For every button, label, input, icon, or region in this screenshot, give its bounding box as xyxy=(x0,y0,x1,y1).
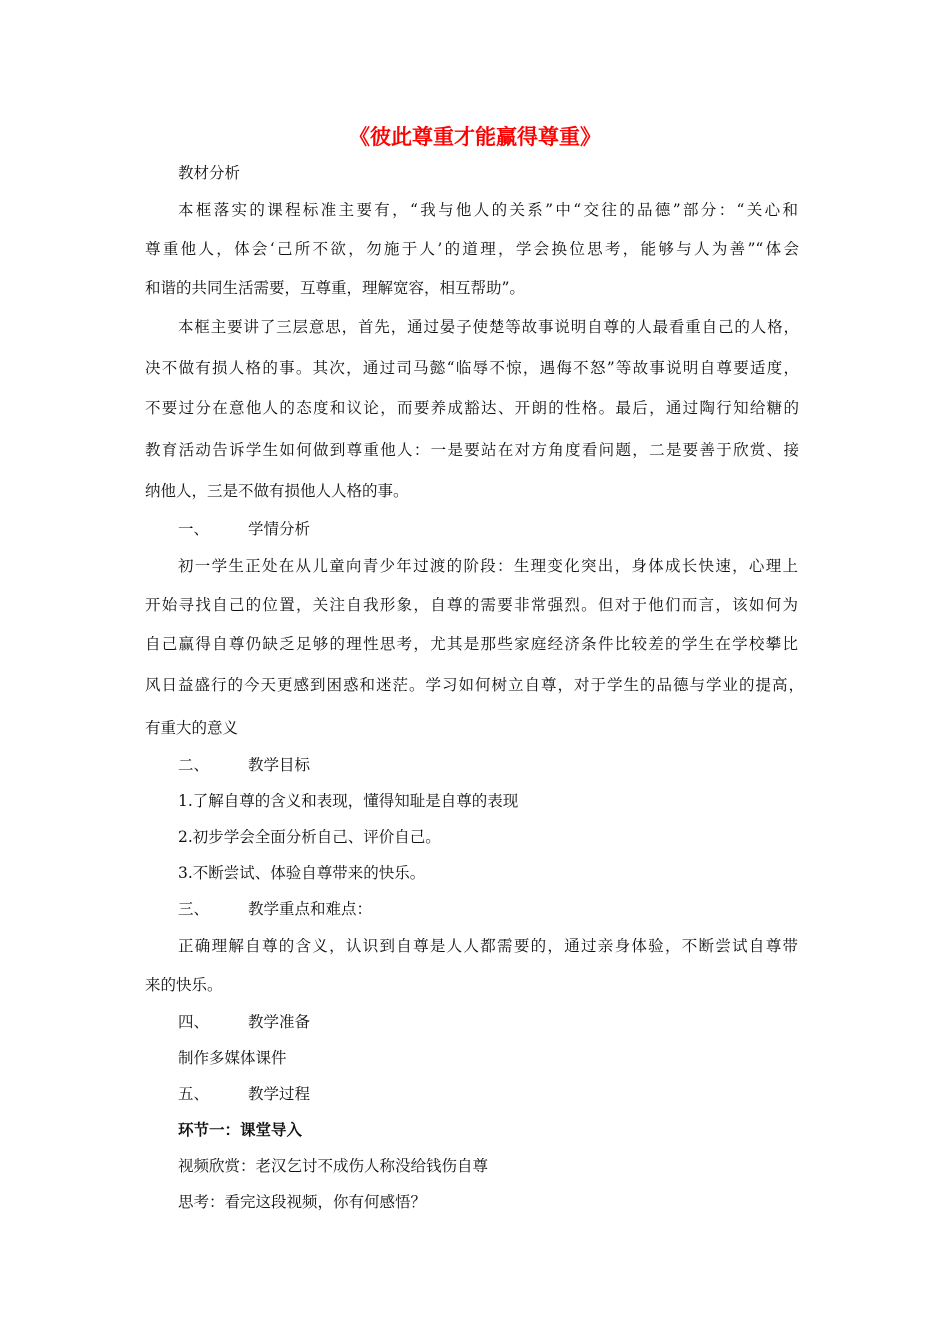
heading-number: 三、 xyxy=(178,900,210,918)
paragraph-line: 自己赢得自尊仍缺乏足够的理性思考，尤其是那些家庭经济条件比较差的学生在学校攀比 xyxy=(145,635,798,653)
paragraph-line: 初一学生正处在从儿童向青少年过渡的阶段：生理变化突出，身体成长快速，心理上 xyxy=(178,557,798,575)
section-heading-5 xyxy=(178,1083,310,1105)
section-heading-1 xyxy=(178,518,310,540)
paragraph-line: 正确理解自尊的含义，认识到自尊是人人都需要的，通过亲身体验，不断尝试自尊带 xyxy=(178,937,798,955)
heading-text: 教学准备 xyxy=(248,1013,311,1031)
section-heading-2 xyxy=(178,754,310,776)
paragraph-line: 纳他人，三是不做有损他人人格的事。 xyxy=(145,482,409,500)
paragraph-line: 教育活动告诉学生如何做到尊重他人：一是要站在对方角度看问题，二是要善于欣赏、接 xyxy=(145,441,799,459)
heading-text: 教学过程 xyxy=(248,1085,311,1103)
paragraph-line: 本框落实的课程标准主要有，“我与他人的关系”中“交往的品德”部分：“关心和 xyxy=(178,201,798,219)
paragraph-line: 和谐的共同生活需要，互尊重，理解宽容，相互帮助”。 xyxy=(145,279,525,297)
document-title: 《彼此尊重才能赢得尊重》 xyxy=(349,125,601,149)
think-text: 思考：看完这段视频，你有何感悟？ xyxy=(178,1193,427,1211)
heading-text: 学情分析 xyxy=(248,520,311,538)
heading-text: 教学目标 xyxy=(248,756,311,774)
paragraph-line: 有重大的意义 xyxy=(145,719,239,737)
prep-text: 制作多媒体课件 xyxy=(178,1049,287,1067)
paragraph-line: 来的快乐。 xyxy=(145,976,223,994)
paragraph-line: 不要过分在意他人的态度和议论，而要养成豁达、开朗的性格。最后，通过陶行知给糖的 xyxy=(145,399,799,417)
goal-item: 2.初步学会全面分析自己、评价自己。 xyxy=(178,828,441,846)
paragraph-line: 风日益盛行的今天更感到困惑和迷茫。学习如何树立自尊，对于学生的品德与学业的提高， xyxy=(145,676,804,694)
goal-item: 1.了解自尊的含义和表现，懂得知耻是自尊的表现 xyxy=(178,792,519,810)
heading-number: 二、 xyxy=(178,756,210,774)
step-heading: 环节一：课堂导入 xyxy=(178,1121,303,1139)
paragraph-line: 本框主要讲了三层意思，首先，通过晏子使楚等故事说明自尊的人最看重自己的人格， xyxy=(178,318,799,336)
section-heading-4 xyxy=(178,1011,310,1033)
heading-text: 教学重点和难点： xyxy=(248,900,373,918)
section-heading-3 xyxy=(178,898,372,920)
heading-number: 四、 xyxy=(178,1013,210,1031)
section-heading-material: 教材分析 xyxy=(178,164,241,182)
heading-number: 五、 xyxy=(178,1085,210,1103)
paragraph-line: 开始寻找自己的位置，关注自我形象，自尊的需要非常强烈。但对于他们而言，该如何为 xyxy=(145,596,798,614)
video-text: 视频欣赏：老汉乞讨不成伤人称没给钱伤自尊 xyxy=(178,1157,489,1175)
paragraph-line: 尊重他人，体会‘己所不欲，勿施于人’的道理，学会换位思考，能够与人为善”“体会 xyxy=(145,240,799,258)
paragraph-line: 决不做有损人格的事。其次，通过司马懿“临辱不惊，遇侮不怒”等故事说明自尊要适度， xyxy=(145,359,799,377)
heading-number: 一、 xyxy=(178,520,210,538)
goal-item: 3.不断尝试、体验自尊带来的快乐。 xyxy=(178,864,426,882)
